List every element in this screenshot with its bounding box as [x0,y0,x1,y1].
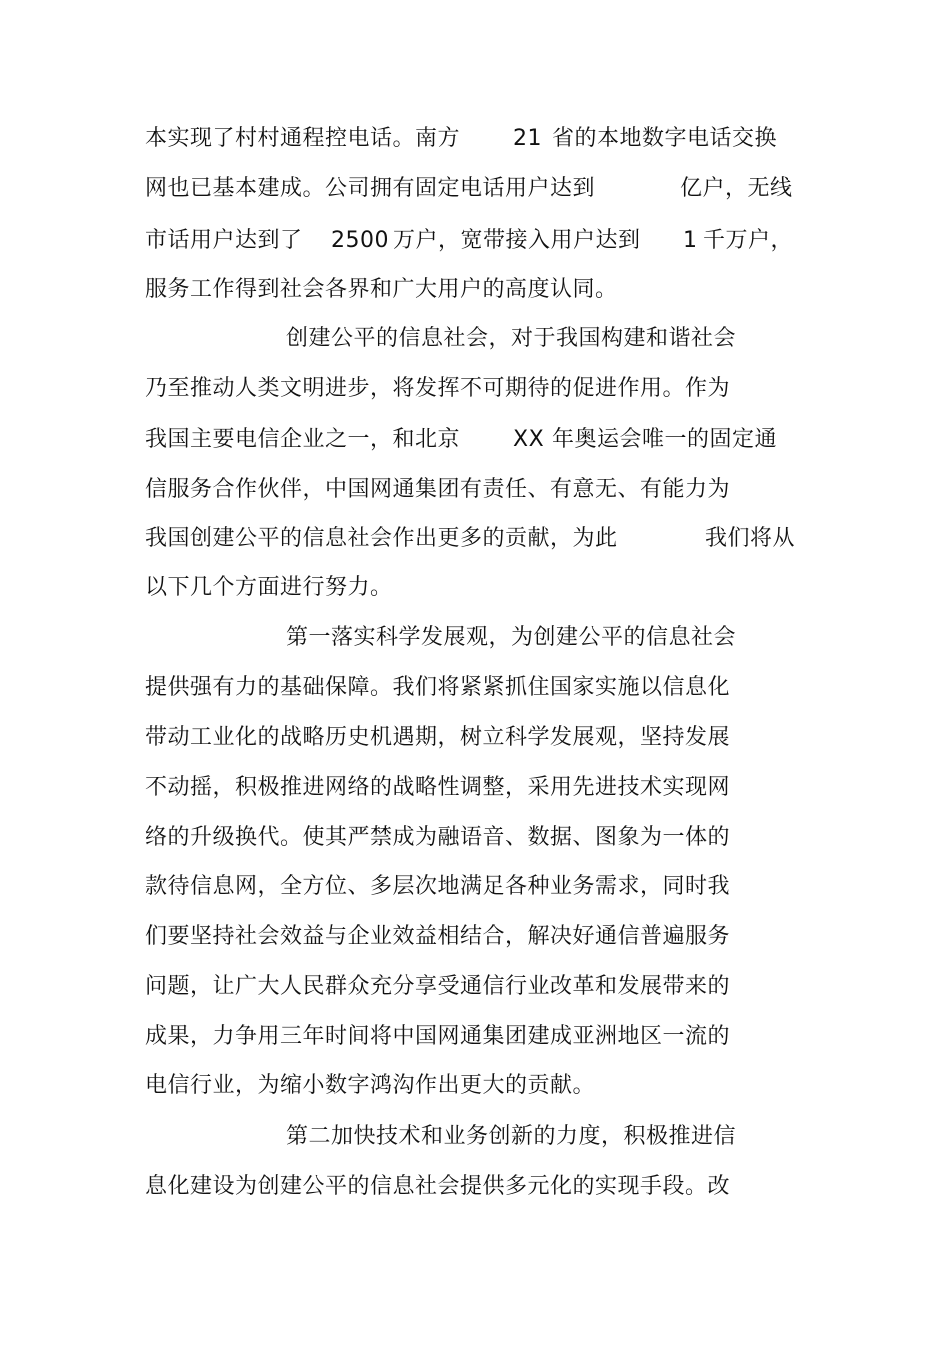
text-line: 们要坚持社会效益与企业效益相结合，解决好通信普遍服务 [145,924,731,949]
text-line: 年奥运会唯一的固定通 [552,427,778,452]
text-line: 信服务合作伙伴，中国网通集团有责任、有意无、有能力为 [145,477,731,502]
text-line: 以下几个方面进行努力。 [145,575,393,600]
text-line: 络的升级换代。使其严禁成为融语音、数据、图象为一体的 [145,825,731,850]
text-line: 提供强有力的基础保障。我们将紧紧抓住国家实施以信息化 [145,675,731,700]
text-line: 款待信息网，全方位、多层次地满足各种业务需求，同时我 [145,874,731,899]
text-line: 本实现了村村通程控电话。南方 [145,126,461,151]
text-line: 网也已基本建成。公司拥有固定电话用户达到 [145,176,596,201]
text-line: 第一落实科学发展观，为创建公平的信息社会 [286,625,737,650]
text-line: 省的本地数字电话交换 [552,126,778,151]
text-line: 不动摇，积极推进网络的战略性调整，采用先进技术实现网 [145,775,731,800]
text-line: 1 [683,228,698,253]
text-line: 我国主要电信企业之一，和北京 [145,427,461,452]
text-line: 问题，让广大人民群众充分享受通信行业改革和发展带来的 [145,974,731,999]
text-line: 千万户， [703,228,794,253]
text-line: 带动工业化的战略历史机遇期，树立科学发展观，坚持发展 [145,725,731,750]
text-line: 电信行业，为缩小数字鸿沟作出更大的贡献。 [145,1073,596,1098]
text-line: 亿户，无线 [680,176,793,201]
text-line: 成果，力争用三年时间将中国网通集团建成亚洲地区一流的 [145,1024,731,1049]
text-line: 2500 [331,228,389,253]
text-line: 服务工作得到社会各界和广大用户的高度认同。 [145,277,618,302]
text-line: 息化建设为创建公平的信息社会提供多元化的实现手段。改 [145,1174,731,1199]
text-line: 我国创建公平的信息社会作出更多的贡献，为此 [145,526,618,551]
text-line: XX [513,427,545,452]
text-line: 乃至推动人类文明进步，将发挥不可期待的促进作用。作为 [145,376,731,401]
text-line: 21 [513,126,542,151]
text-line: 创建公平的信息社会，对于我国构建和谐社会 [286,326,737,351]
text-line: 第二加快技术和业务创新的力度，积极推进信 [286,1124,737,1149]
text-line: 我们将从 [705,526,796,551]
text-line: 万户，宽带接入用户达到 [393,228,641,253]
text-line: 市话用户达到了 [145,228,303,253]
